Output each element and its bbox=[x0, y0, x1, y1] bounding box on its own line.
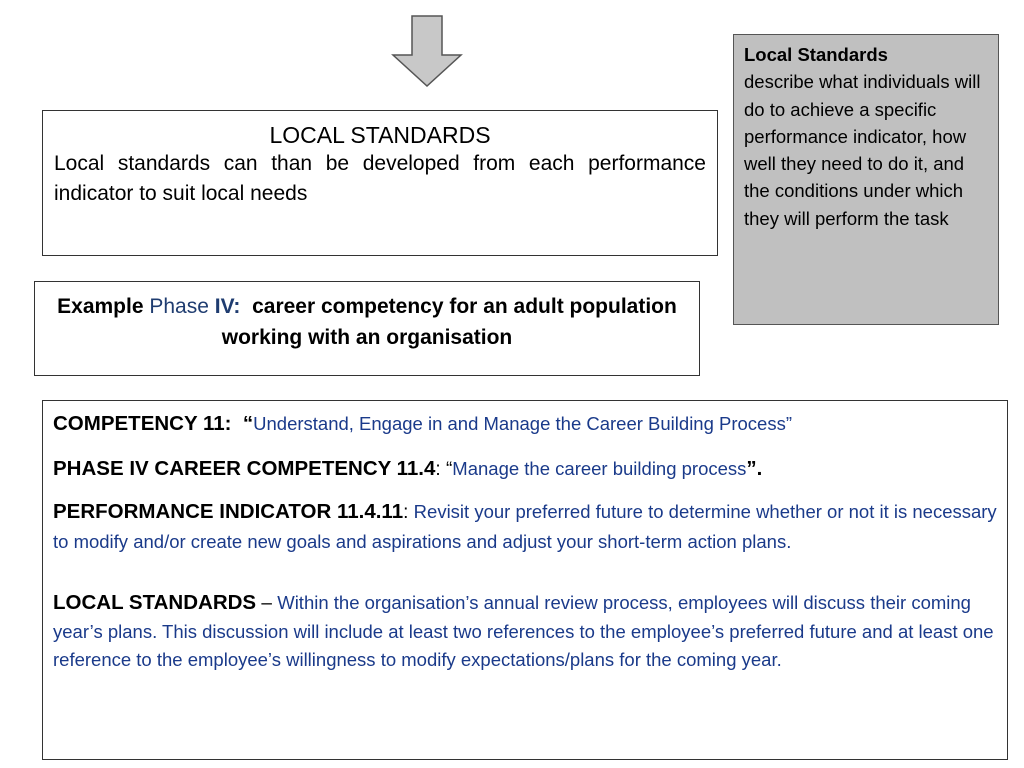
phase-word: Phase bbox=[149, 295, 209, 318]
phase-competency-line bbox=[53, 452, 997, 487]
performance-indicator-text: Revisit your preferred future to determine whether or not it is necessary to modify and/or create new goals and aspirations and adjust your short-term action plans. bbox=[53, 501, 997, 552]
phase-competency-text: Manage the career building process bbox=[452, 458, 747, 479]
phase-number: IV: bbox=[208, 295, 241, 318]
example-box bbox=[34, 281, 700, 376]
local-standards-line bbox=[53, 589, 997, 675]
performance-indicator-label: PERFORMANCE INDICATOR 11.4.11 bbox=[53, 500, 404, 523]
local-standards-title: LOCAL STANDARDS bbox=[269, 122, 491, 148]
phase-competency-sep: : “ bbox=[435, 459, 453, 480]
local-standards-label: LOCAL STANDARDS bbox=[53, 591, 257, 614]
competency-line bbox=[53, 407, 997, 442]
local-standards-sep: – bbox=[256, 593, 278, 614]
competency-label: COMPETENCY 11: “ bbox=[53, 412, 254, 435]
example-rest: career competency for an adult population working with an organisation bbox=[221, 295, 683, 349]
competency-text: Understand, Engage in and Manage the Career Building Process” bbox=[253, 413, 793, 434]
performance-indicator-sep: : bbox=[403, 502, 414, 523]
local-standards-definition-box bbox=[733, 34, 999, 325]
down-arrow-icon bbox=[390, 15, 464, 87]
definition-text: describe what individuals will do to achieve a specific performance indicator, how well they need to do it, and the conditions under which they will perform the task bbox=[744, 71, 981, 229]
local-standards-box bbox=[42, 110, 718, 256]
phase-competency-end: ”. bbox=[746, 457, 763, 480]
local-standards-description: Local standards can than be developed from each performance indicator to suit local needs bbox=[54, 152, 706, 205]
definition-heading: Local Standards bbox=[744, 44, 888, 65]
example-prefix: Example bbox=[57, 295, 150, 318]
performance-indicator-line bbox=[53, 497, 997, 557]
local-standards-text: Within the organisation’s annual review process, employees will discuss their coming year’s plans. This discussion will include at least two references to the employee’s preferred future and at least one reference to the employee’s willingness to modify expectations/plans for the coming year. bbox=[53, 592, 994, 670]
phase-competency-label: PHASE IV CAREER COMPETENCY 11.4 bbox=[53, 457, 436, 480]
competency-details-box bbox=[42, 400, 1008, 760]
phase-label bbox=[149, 295, 240, 318]
